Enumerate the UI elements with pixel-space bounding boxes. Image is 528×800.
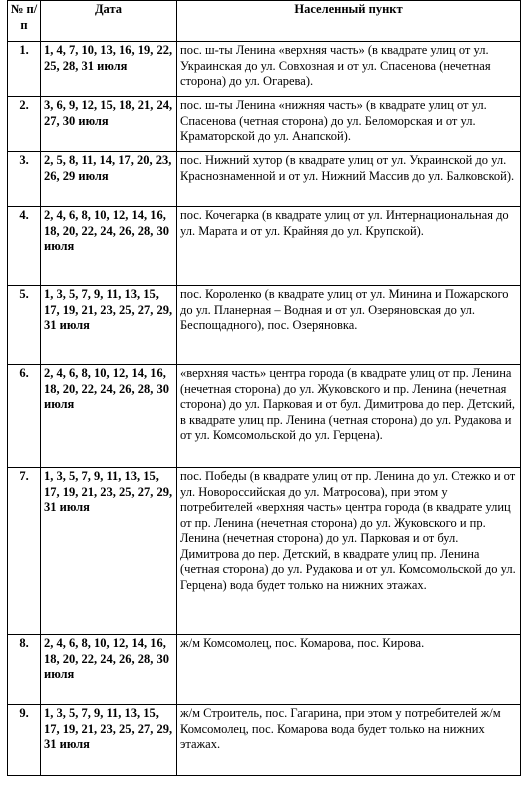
table-row [8, 42, 521, 97]
row-place: ж/м Комсомолец, пос. Комарова, пос. Кирова. [177, 635, 521, 705]
table-row [8, 635, 521, 705]
table-row [8, 97, 521, 152]
header-num: № п/п [8, 1, 41, 42]
row-dates: 1, 3, 5, 7, 9, 11, 13, 15, 17, 19, 21, 23, 25, 27, 29, 31 июля [41, 286, 177, 365]
header-date: Дата [41, 1, 177, 42]
row-number: 4. [8, 207, 41, 286]
row-dates: 3, 6, 9, 12, 15, 18, 21, 24, 27, 30 июля [41, 97, 177, 152]
row-number: 2. [8, 97, 41, 152]
table-row [8, 207, 521, 286]
row-number: 1. [8, 42, 41, 97]
row-dates: 1, 3, 5, 7, 9, 11, 13, 15, 17, 19, 21, 23, 25, 27, 29, 31 июля [41, 705, 177, 776]
row-number: 7. [8, 468, 41, 635]
row-number: 5. [8, 286, 41, 365]
row-dates: 2, 4, 6, 8, 10, 12, 14, 16, 18, 20, 22, 24, 26, 28, 30 июля [41, 207, 177, 286]
row-place: пос. ш-ты Ленина «верхняя часть» (в квадрате улиц от ул. Украинская до ул. Совхозная и от ул. Спасенова (нечетная сторона) до ул. Огарева). [177, 42, 521, 97]
row-number: 9. [8, 705, 41, 776]
row-place: пос. ш-ты Ленина «нижняя часть» (в квадрате улиц от ул. Спасенова (четная сторона) до ул. Беломорская и от ул. Краматорской до ул. Анапской). [177, 97, 521, 152]
row-place: пос. Кочегарка (в квадрате улиц от ул. Интернациональная до ул. Марата и от ул. Крайняя до ул. Крупской). [177, 207, 521, 286]
row-place: пос. Победы (в квадрате улиц от пр. Ленина до ул. Стежко и от ул. Новороссийская до ул. Матросова), при этом у потребителей «верхняя часть» центра города (в квадрате улиц от пр. Ленина (нечетная сторона) до ул. Жуковского и пр. Ленина (нечетная сторона) до ул. Парковая и от бул. Димитрова до пер. Детский, в квадрате улиц пр. Ленина (четная сторона) до ул. Рудакова и от ул. Комсомольской до ул. Герцена) вода будет только на нижних этажах. [177, 468, 521, 635]
header-row [8, 1, 521, 42]
row-place: пос. Нижний хутор (в квадрате улиц от ул. Украинской до ул. Краснознаменной и от ул. Нижний Массив до ул. Балковской). [177, 152, 521, 207]
table-row [8, 152, 521, 207]
header-place: Населенный пункт [177, 1, 521, 42]
row-dates: 2, 4, 6, 8, 10, 12, 14, 16, 18, 20, 22, 24, 26, 28, 30 июля [41, 635, 177, 705]
row-place: пос. Короленко (в квадрате улиц от ул. Минина и Пожарского до ул. Планерная – Водная и от ул. Озеряновская до ул. Беспощадного), пос. Озеряновка. [177, 286, 521, 365]
water-schedule-table [7, 0, 521, 776]
row-number: 3. [8, 152, 41, 207]
row-place: ж/м Строитель, пос. Гагарина, при этом у потребителей ж/м Комсомолец, пос. Комарова вода будет только на нижних этажах. [177, 705, 521, 776]
table-row [8, 468, 521, 635]
row-place: «верхняя часть» центра города (в квадрате улиц от пр. Ленина (нечетная сторона) до ул. Жуковского и пр. Ленина (нечетная сторона) до ул. Парковая и от бул. Димитрова до пер. Детский, в квадрате улиц пр. Ленина (четная сторона) до ул. Рудакова и от ул. Комсомольской до ул. Герцена). [177, 365, 521, 468]
row-number: 6. [8, 365, 41, 468]
row-dates: 2, 5, 8, 11, 14, 17, 20, 23, 26, 29 июля [41, 152, 177, 207]
table-row [8, 365, 521, 468]
row-dates: 1, 3, 5, 7, 9, 11, 13, 15, 17, 19, 21, 23, 25, 27, 29, 31 июля [41, 468, 177, 635]
row-dates: 1, 4, 7, 10, 13, 16, 19, 22, 25, 28, 31 июля [41, 42, 177, 97]
row-number: 8. [8, 635, 41, 705]
table-row [8, 705, 521, 776]
row-dates: 2, 4, 6, 8, 10, 12, 14, 16, 18, 20, 22, 24, 26, 28, 30 июля [41, 365, 177, 468]
table-row [8, 286, 521, 365]
